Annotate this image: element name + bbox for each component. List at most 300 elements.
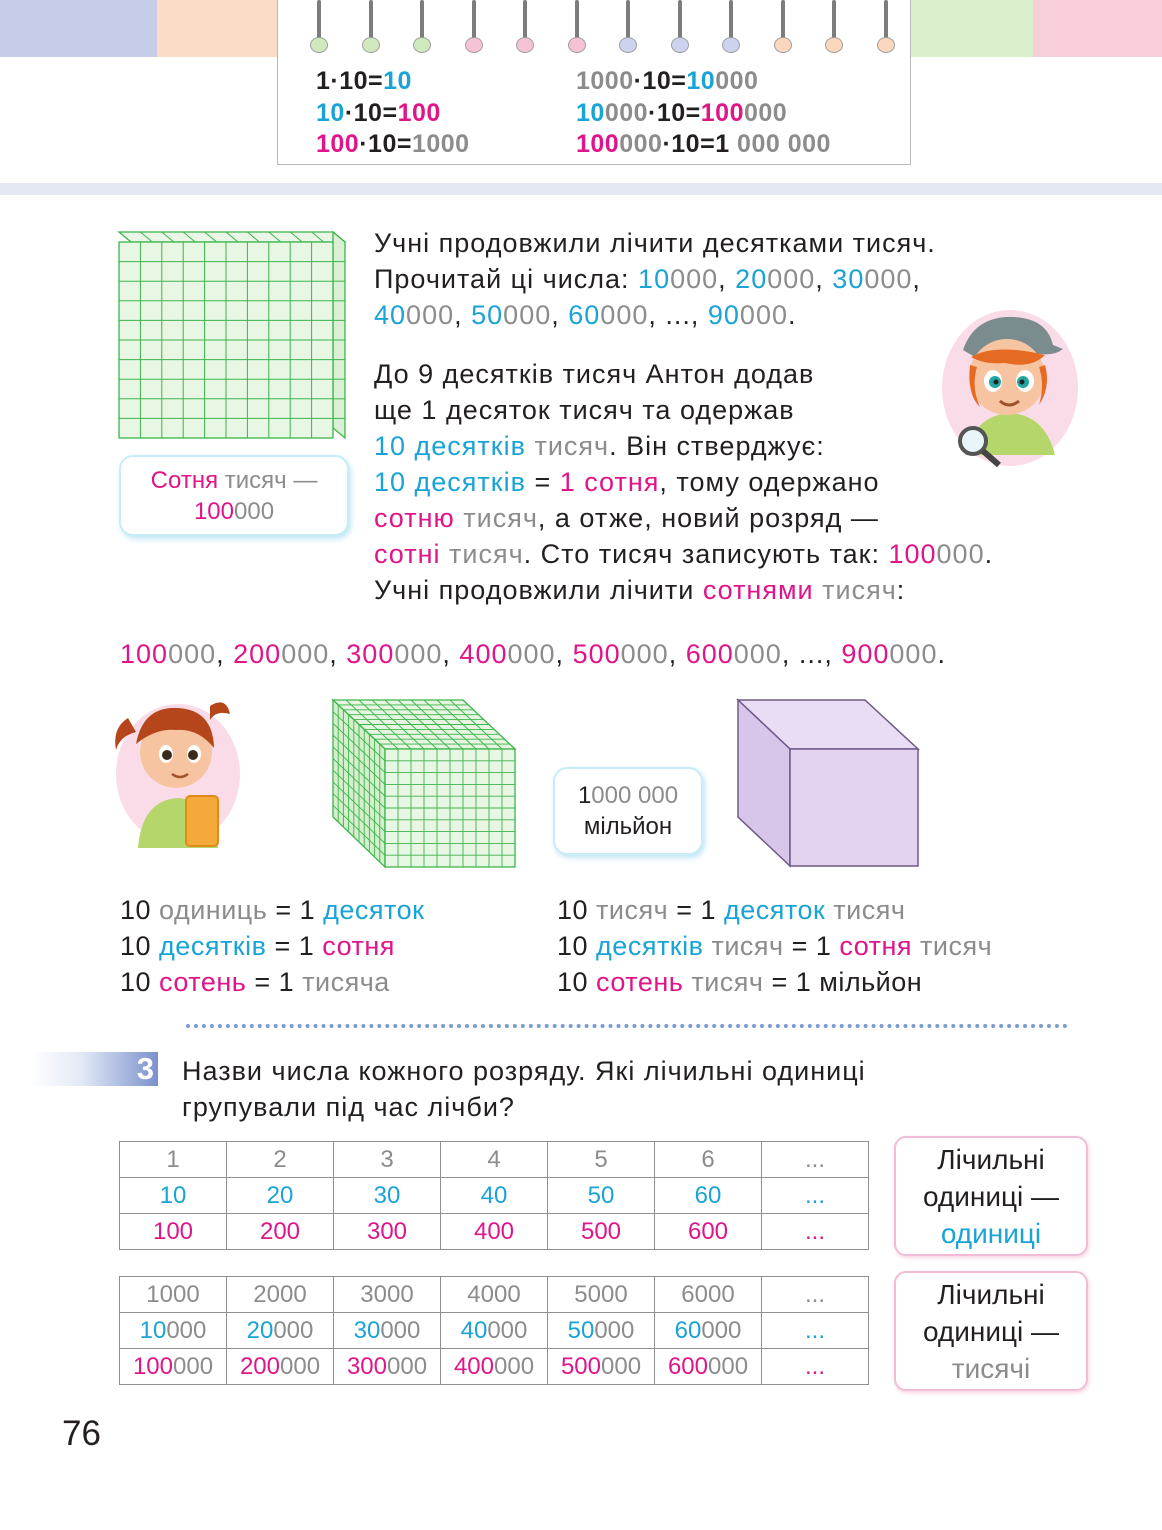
- text-run: 60: [568, 300, 601, 330]
- text-run: =: [382, 99, 398, 127]
- text-run: сотнями: [702, 575, 814, 605]
- text-run: 100: [397, 99, 441, 127]
- header-band-blue: [0, 0, 157, 57]
- header-band-green: [911, 0, 1033, 57]
- million-callout: [553, 767, 703, 855]
- multiplication-notebook: [277, 0, 911, 165]
- text-run: 10 десятків: [374, 431, 526, 461]
- text-run: 1000: [411, 130, 470, 158]
- text-run: =: [525, 467, 560, 497]
- text-run: 000: [889, 639, 938, 669]
- text-run: тисяч: [825, 895, 906, 925]
- text-run: десятків: [596, 931, 704, 961]
- text-run: 60: [694, 1181, 722, 1209]
- text-run: сотня: [839, 931, 913, 961]
- text-run: ...: [804, 1280, 825, 1308]
- equality-right-2: [557, 931, 992, 962]
- table-cell: [227, 1178, 334, 1214]
- text-run: До 9 десятків тисяч Антон додав: [374, 359, 815, 389]
- table-cell: [762, 1178, 869, 1214]
- text-run: 3: [380, 1145, 394, 1173]
- task-text-line-2: групували під час лічби?: [182, 1092, 515, 1122]
- text-run: 000: [487, 1316, 528, 1344]
- text-run: 10: [557, 967, 597, 997]
- para2-line-5: [374, 501, 879, 535]
- text-run: 10: [383, 67, 412, 95]
- text-run: 000: [406, 300, 455, 330]
- text-run: 000: [767, 264, 816, 294]
- callout-word-hundred: Сотня: [150, 467, 219, 494]
- table-cell: [120, 1142, 227, 1178]
- text-run: ...: [804, 1145, 825, 1173]
- text-run: тисяч: [454, 503, 538, 533]
- label1-line-2: одиниці —: [922, 1181, 1060, 1212]
- notebook-right-line-3: [576, 130, 831, 159]
- table-row: [120, 1178, 869, 1214]
- text-run: Учні продовжили лічити: [374, 575, 703, 605]
- notebook-right-line-2: [576, 99, 787, 128]
- table-cell: [334, 1142, 441, 1178]
- text-run: =: [396, 130, 412, 158]
- spiral-ring-icon: [721, 0, 741, 56]
- text-run: = 1: [783, 931, 840, 961]
- text-run: 10: [686, 67, 716, 95]
- spiral-ring-icon: [515, 0, 535, 56]
- text-run: 10: [120, 931, 160, 961]
- table-cell: [548, 1214, 655, 1250]
- text-run: ·: [662, 130, 672, 158]
- text-run: тисяч: [683, 967, 764, 997]
- table-cell: [441, 1349, 548, 1385]
- text-run: 10: [656, 99, 686, 127]
- girl-with-book-illustration: [98, 688, 246, 853]
- text-run: 6: [701, 1145, 715, 1173]
- table-cell: [548, 1349, 655, 1385]
- table-cell: [548, 1178, 655, 1214]
- text-run: 000: [380, 1316, 421, 1344]
- table-cell: [441, 1277, 548, 1313]
- text-run: 000: [507, 639, 556, 669]
- text-run: 600: [667, 1352, 708, 1380]
- para1-line-3: [374, 298, 797, 332]
- text-run: ·: [633, 67, 643, 95]
- hundreds-thousands-sequence: [120, 637, 946, 671]
- spiral-ring-icon: [412, 0, 432, 56]
- callout-number-part-a: 100: [193, 498, 234, 525]
- table-cell: [334, 1277, 441, 1313]
- para2-line-4: [374, 465, 880, 499]
- text-run: , ...,: [648, 300, 708, 330]
- text-run: 10: [368, 130, 397, 158]
- table-cell: [120, 1178, 227, 1214]
- text-run: = 1: [267, 895, 324, 925]
- text-run: 000: [166, 1316, 207, 1344]
- text-run: =: [368, 67, 384, 95]
- text-run: 50: [471, 300, 504, 330]
- table-cell: [762, 1349, 869, 1385]
- text-run: 10 десятків: [374, 467, 526, 497]
- text-run: 10: [139, 1316, 167, 1344]
- text-run: 1 сотня: [559, 467, 660, 497]
- text-run: = 1: [266, 931, 323, 961]
- para1-line-2: [374, 262, 921, 296]
- spiral-ring-icon: [618, 0, 638, 56]
- text-run: тисяч: [440, 539, 524, 569]
- green-plate-illustration: [115, 228, 350, 440]
- text-run: 6000: [681, 1280, 735, 1308]
- text-run: 000: [173, 1352, 214, 1380]
- text-run: ,: [216, 639, 234, 669]
- text-run: 000: [281, 639, 330, 669]
- table-cell: [762, 1142, 869, 1178]
- table-cell: [120, 1313, 227, 1349]
- text-run: 200: [233, 639, 282, 669]
- callout-number-part-b: 000: [234, 498, 275, 525]
- notebook-left-line-3: [316, 130, 470, 159]
- text-run: 1: [715, 130, 730, 158]
- text-run: тисяча: [302, 967, 390, 997]
- para2-line-3: [374, 429, 825, 463]
- text-run: . Сто тисяч записують так:: [523, 539, 889, 569]
- table-row: [120, 1313, 869, 1349]
- spiral-ring-icon: [567, 0, 587, 56]
- table-cell: [441, 1178, 548, 1214]
- million-digit-1: 1: [577, 782, 592, 809]
- text-run: тисяч: [525, 431, 610, 461]
- text-run: 10: [120, 895, 160, 925]
- table-cell: [334, 1178, 441, 1214]
- text-run: 100: [700, 99, 744, 127]
- table-cell: [441, 1142, 548, 1178]
- text-run: 000: [601, 1352, 642, 1380]
- text-run: 3000: [360, 1280, 414, 1308]
- dotted-separator: [186, 1024, 1068, 1028]
- text-run: Учні продовжили лічити десятками тисяч.: [374, 228, 936, 258]
- text-run: ще 1 десяток тисяч та одержав: [374, 395, 795, 425]
- table-cell: [334, 1349, 441, 1385]
- text-run: 300: [346, 1352, 387, 1380]
- text-run: 100: [132, 1352, 173, 1380]
- page-number: 76: [62, 1414, 101, 1453]
- text-run: десяток: [323, 895, 425, 925]
- text-run: тисяч: [813, 575, 897, 605]
- text-run: сотень: [596, 967, 684, 997]
- table-cell: [762, 1214, 869, 1250]
- text-run: сотню: [374, 503, 455, 533]
- table-row: [120, 1142, 869, 1178]
- text-run: 30: [832, 264, 865, 294]
- text-run: :: [896, 575, 906, 605]
- text-run: ,: [454, 300, 472, 330]
- text-run: 1000: [146, 1280, 200, 1308]
- table-cell: [120, 1277, 227, 1313]
- text-run: 20: [266, 1181, 294, 1209]
- text-run: 400: [459, 639, 508, 669]
- table-cell: [548, 1277, 655, 1313]
- text-run: 4: [487, 1145, 501, 1173]
- para2-line-6: [374, 537, 993, 571]
- text-run: .: [937, 639, 946, 669]
- text-run: тисяч: [912, 931, 993, 961]
- label1-line-3: одиниці: [940, 1218, 1042, 1249]
- table-row: [120, 1277, 869, 1313]
- text-run: ,: [442, 639, 460, 669]
- table-cell: [227, 1277, 334, 1313]
- counting-table-thousands: [119, 1276, 869, 1385]
- equality-left-1: [120, 895, 424, 926]
- text-run: 000: [620, 639, 669, 669]
- para1-line-1: [374, 226, 936, 260]
- text-run: ...: [804, 1352, 825, 1380]
- text-run: 000: [503, 300, 552, 330]
- table-row: [120, 1214, 869, 1250]
- text-run: тисяч: [703, 931, 784, 961]
- hundred-thousand-callout: [119, 455, 349, 536]
- label1-line-1: Лічильні: [937, 1144, 1045, 1175]
- text-run: = 1 мільйон: [763, 967, 923, 997]
- text-run: 40: [480, 1181, 508, 1209]
- text-run: 5: [594, 1145, 608, 1173]
- spiral-ring-icon: [773, 0, 793, 56]
- text-run: 30: [373, 1181, 401, 1209]
- text-run: 10: [557, 931, 597, 961]
- spiral-ring-icon: [361, 0, 381, 56]
- label2-line-1: Лічильні: [937, 1279, 1045, 1310]
- text-run: десяток: [723, 895, 826, 925]
- text-run: одиниць: [159, 895, 268, 925]
- text-run: ,: [815, 264, 833, 294]
- text-run: Прочитай ці числа:: [374, 264, 639, 294]
- text-run: ...: [804, 1181, 825, 1209]
- spiral-ring-icon: [670, 0, 690, 56]
- text-run: 000: [715, 67, 759, 95]
- text-run: 30: [353, 1316, 381, 1344]
- text-run: 000: [733, 639, 782, 669]
- text-run: ·: [648, 99, 657, 127]
- notebook-left-line-2: [316, 99, 441, 128]
- counting-thousands-label: [894, 1271, 1088, 1391]
- text-run: 10: [557, 895, 597, 925]
- text-run: 10: [339, 67, 369, 95]
- text-run: 000: [739, 300, 788, 330]
- para2-line-7: [374, 573, 905, 607]
- text-run: 50: [587, 1181, 615, 1209]
- header-band-peach: [157, 0, 278, 57]
- text-run: 500: [580, 1217, 622, 1245]
- text-run: .: [984, 539, 994, 569]
- text-run: . Він стверджує:: [609, 431, 825, 461]
- table-cell: [120, 1214, 227, 1250]
- text-run: 000: [619, 130, 663, 158]
- text-run: = 1: [668, 895, 724, 925]
- counting-units-label: [894, 1136, 1088, 1256]
- table-cell: [227, 1313, 334, 1349]
- table-cell: [441, 1214, 548, 1250]
- table-cell: [441, 1313, 548, 1349]
- header-band-pink: [1033, 0, 1162, 57]
- text-run: ,: [912, 264, 921, 294]
- text-run: =: [685, 99, 701, 127]
- text-run: 000: [604, 99, 649, 127]
- notebook-right-line-1: [576, 67, 758, 96]
- text-run: 000: [594, 1316, 635, 1344]
- text-run: 000: [387, 1352, 428, 1380]
- text-run: 4000: [467, 1280, 521, 1308]
- table-cell: [762, 1313, 869, 1349]
- text-run: 400: [453, 1352, 494, 1380]
- para2-line-1: [374, 357, 814, 391]
- text-run: ...: [804, 1316, 825, 1344]
- text-run: 10: [120, 967, 160, 997]
- text-run: , а отже, новий розряд —: [537, 503, 879, 533]
- text-run: 600: [685, 639, 734, 669]
- text-run: ·: [344, 99, 354, 127]
- text-run: 10: [638, 264, 671, 294]
- callout-word-thousand: тисяч —: [218, 467, 318, 494]
- text-run: 200: [259, 1217, 301, 1245]
- text-run: 000: [864, 264, 913, 294]
- label2-line-2: одиниці —: [922, 1316, 1060, 1347]
- spiral-ring-icon: [824, 0, 844, 56]
- text-run: 10: [576, 99, 605, 127]
- table-cell: [227, 1349, 334, 1385]
- text-run: 10: [353, 99, 383, 127]
- table-cell: [655, 1142, 762, 1178]
- boy-with-magnifier-illustration: [935, 305, 1085, 473]
- text-run: 000 000: [729, 130, 831, 158]
- table-cell: [655, 1178, 762, 1214]
- table-cell: [334, 1214, 441, 1250]
- text-run: 100: [120, 639, 169, 669]
- text-run: 10: [642, 67, 672, 95]
- text-run: 10: [159, 1181, 187, 1209]
- text-run: .: [787, 300, 797, 330]
- text-run: ·: [330, 67, 340, 95]
- text-run: ,: [551, 300, 569, 330]
- text-run: = 1: [246, 967, 303, 997]
- text-run: ...: [804, 1217, 825, 1245]
- table-cell: [655, 1349, 762, 1385]
- text-run: ,: [668, 639, 686, 669]
- task-number: 3: [136, 1051, 154, 1086]
- text-run: 000: [168, 639, 217, 669]
- text-run: тисяч: [596, 895, 669, 925]
- text-run: 000: [670, 264, 719, 294]
- text-run: =: [700, 130, 716, 158]
- text-run: 000: [701, 1316, 742, 1344]
- million-word: мільйон: [583, 813, 673, 840]
- text-run: 000: [744, 99, 788, 127]
- text-run: 1000: [576, 67, 634, 95]
- spiral-ring-icon: [464, 0, 484, 56]
- table-cell: [655, 1313, 762, 1349]
- text-run: 600: [687, 1217, 729, 1245]
- text-run: 50: [567, 1316, 595, 1344]
- para2-line-2: [374, 393, 795, 427]
- text-run: 000: [273, 1316, 314, 1344]
- text-run: 2: [273, 1145, 287, 1173]
- text-run: ,: [718, 264, 736, 294]
- text-run: сотень: [159, 967, 247, 997]
- text-run: 300: [366, 1217, 408, 1245]
- text-run: , ...,: [781, 639, 842, 669]
- text-run: 000: [280, 1352, 321, 1380]
- label2-line-3: тисячі: [951, 1353, 1031, 1384]
- text-run: 1: [316, 67, 331, 95]
- text-run: 90: [707, 300, 740, 330]
- table-cell: [548, 1313, 655, 1349]
- task-number-badge: [30, 1052, 158, 1086]
- text-run: 000: [494, 1352, 535, 1380]
- text-run: ,: [329, 639, 347, 669]
- text-run: ,: [555, 639, 573, 669]
- text-run: 10: [671, 130, 701, 158]
- text-run: 200: [239, 1352, 280, 1380]
- text-run: 40: [374, 300, 407, 330]
- spiral-ring-icon: [309, 0, 329, 56]
- text-run: 1: [166, 1145, 180, 1173]
- text-run: 500: [560, 1352, 601, 1380]
- counting-table-units: [119, 1141, 869, 1250]
- text-run: 100: [316, 130, 360, 158]
- million-zeros: 000 000: [591, 782, 679, 809]
- text-run: 100: [152, 1217, 194, 1245]
- spiral-ring-icon: [876, 0, 896, 56]
- table-cell: [655, 1214, 762, 1250]
- text-run: десятків: [159, 931, 267, 961]
- text-run: 300: [346, 639, 395, 669]
- text-run: 2000: [253, 1280, 307, 1308]
- text-run: 100: [888, 539, 937, 569]
- section-divider-band: [0, 183, 1162, 195]
- notebook-left-line-1: [316, 67, 412, 96]
- text-run: 900: [841, 639, 890, 669]
- text-run: 40: [460, 1316, 488, 1344]
- text-run: 000: [708, 1352, 749, 1380]
- table-cell: [655, 1277, 762, 1313]
- table-cell: [227, 1142, 334, 1178]
- text-run: 20: [246, 1316, 274, 1344]
- text-run: 000: [936, 539, 985, 569]
- text-run: сотні: [374, 539, 441, 569]
- table-cell: [227, 1214, 334, 1250]
- text-run: ·: [359, 130, 369, 158]
- equality-right-3: [557, 967, 922, 998]
- text-run: 60: [674, 1316, 702, 1344]
- task-text-line-1: Назви числа кожного розряду. Які лічильні одиниці: [182, 1056, 866, 1086]
- text-run: 000: [600, 300, 649, 330]
- text-run: 10: [316, 99, 345, 127]
- table-cell: [120, 1349, 227, 1385]
- text-run: 100: [576, 130, 620, 158]
- purple-cube-illustration: [735, 697, 923, 869]
- equality-left-2: [120, 931, 395, 962]
- text-run: 20: [735, 264, 768, 294]
- text-run: =: [671, 67, 687, 95]
- text-run: , тому одержано: [659, 467, 880, 497]
- equality-left-3: [120, 967, 390, 998]
- table-cell: [334, 1313, 441, 1349]
- table-row: [120, 1349, 869, 1385]
- text-run: 000: [394, 639, 443, 669]
- text-run: 400: [473, 1217, 515, 1245]
- green-cube-illustration: [330, 697, 520, 869]
- table-cell: [762, 1277, 869, 1313]
- text-run: сотня: [322, 931, 395, 961]
- text-run: 5000: [574, 1280, 628, 1308]
- equality-right-1: [557, 895, 905, 926]
- table-cell: [548, 1142, 655, 1178]
